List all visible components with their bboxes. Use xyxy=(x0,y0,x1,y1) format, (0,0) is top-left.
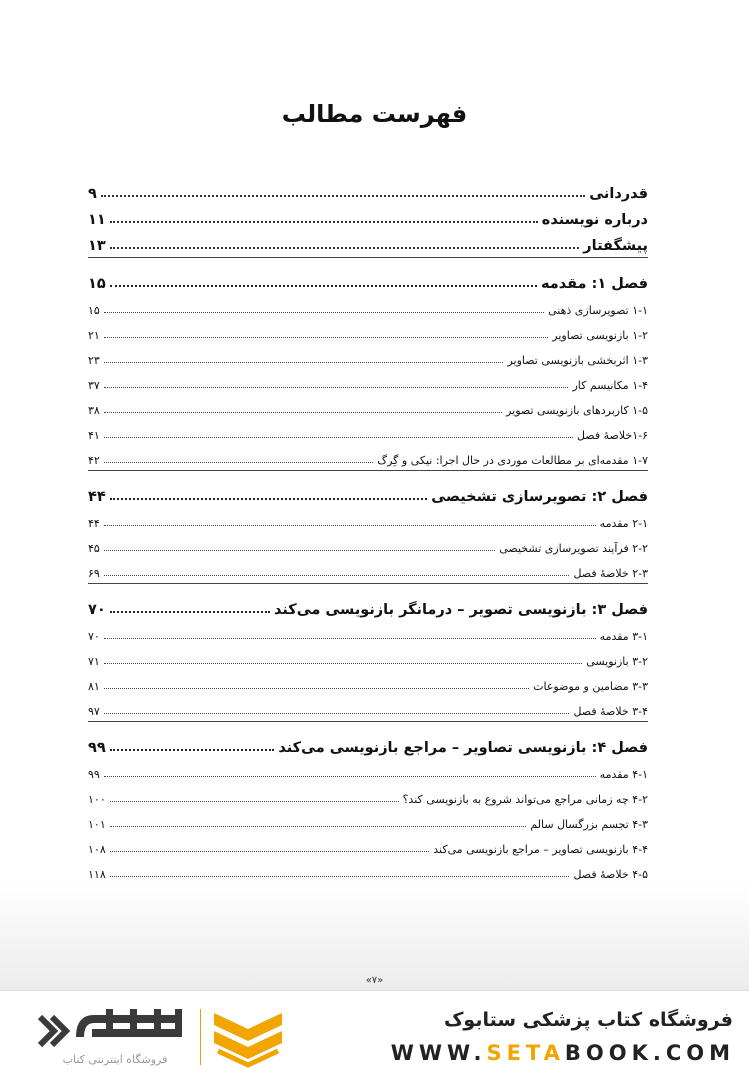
section-title: ۴-۴ بازنویسی تصاویر – مراجع بازنویسی می‌کند xyxy=(433,843,648,856)
toc-front-entry[interactable] xyxy=(88,202,648,228)
section-title: ۱-۵ کاربردهای بازنویسی تصویر xyxy=(506,404,648,417)
section-page: ۴۱ xyxy=(88,429,100,442)
table-of-contents xyxy=(88,176,648,881)
section-page: ۱۰۸ xyxy=(88,843,106,856)
dot-leader xyxy=(104,412,502,413)
store-name: فروشگاه کتاب پزشکی ستابوک xyxy=(443,1009,733,1031)
section-title: ۱-۱ تصویرسازی ذهنی xyxy=(548,304,648,317)
section-page: ۶۹ xyxy=(88,567,100,580)
toc-section-entry[interactable] xyxy=(88,618,648,643)
dot-leader xyxy=(104,337,548,338)
section-page: ۷۰ xyxy=(88,630,100,643)
chapter-page: ۴۴ xyxy=(88,489,106,505)
dot-leader xyxy=(104,575,570,576)
toc-chapter-entry[interactable] xyxy=(88,475,648,505)
section-page: ۹۹ xyxy=(88,768,100,781)
section-page: ۲۱ xyxy=(88,329,100,342)
toc-entry-page: ۱۱ xyxy=(88,212,106,228)
section-page: ۱۱۸ xyxy=(88,868,106,881)
section-page: ۹۷ xyxy=(88,705,100,718)
dot-leader xyxy=(110,221,538,223)
logo-subtitle: فروشگاه اینترنتی کتاب xyxy=(62,1053,168,1066)
chapter-title: فصل ۲: تصویرسازی تشخیصی xyxy=(431,489,648,505)
page-number: «۷» xyxy=(365,975,384,986)
dot-leader xyxy=(104,638,596,639)
dot-leader xyxy=(110,498,428,500)
store-banner[interactable] xyxy=(0,990,749,1080)
toc-entry-title: درباره نویسنده xyxy=(541,212,648,228)
section-title: ۴-۲ چه زمانی مراجع می‌تواند شروع به بازنویسی کند؟ xyxy=(402,793,648,806)
setabook-logo-wordmark xyxy=(32,1003,192,1053)
section-title: ۲-۳ خلاصهٔ فصل xyxy=(573,567,648,580)
url-suffix: BOOK.COM xyxy=(564,1041,735,1065)
dot-leader xyxy=(104,663,582,664)
section-page: ۴۲ xyxy=(88,454,100,467)
toc-section-entry[interactable] xyxy=(88,756,648,781)
chapter-title: فصل ۴: بازنویسی تصاویر – مراجع بازنویسی می‌کند xyxy=(278,740,648,756)
dot-leader xyxy=(110,876,570,877)
chapter-page: ۹۹ xyxy=(88,740,106,756)
toc-section-entry[interactable] xyxy=(88,530,648,555)
toc-chapter-entry[interactable] xyxy=(88,588,648,618)
chapter-page: ۷۰ xyxy=(88,602,106,618)
toc-chapter-entry[interactable] xyxy=(88,262,648,292)
dot-leader xyxy=(104,550,495,551)
chapter-title: فصل ۱: مقدمه xyxy=(540,276,648,292)
toc-entry-page: ۹ xyxy=(88,186,97,202)
section-title: ۴-۱ مقدمه xyxy=(599,768,648,781)
dot-leader xyxy=(110,247,580,249)
section-title: ۳-۲ بازنویسی xyxy=(586,655,648,668)
store-url[interactable] xyxy=(391,1041,735,1065)
toc-section-entry[interactable] xyxy=(88,442,648,467)
toc-section-entry[interactable] xyxy=(88,781,648,806)
dot-leader xyxy=(110,851,430,852)
section-page: ۲۳ xyxy=(88,354,100,367)
toc-section-entry[interactable] xyxy=(88,317,648,342)
section-page: ۴۵ xyxy=(88,542,100,555)
section-title: ۱-۶خلاصهٔ فصل xyxy=(576,429,648,442)
url-highlight: SETA xyxy=(486,1041,565,1065)
toc-section-entry[interactable] xyxy=(88,668,648,693)
dot-leader xyxy=(110,285,537,287)
divider xyxy=(88,583,648,584)
dot-leader xyxy=(110,826,527,827)
dot-leader xyxy=(104,437,573,438)
toc-front-entry[interactable] xyxy=(88,176,648,202)
section-title: ۴-۳ تجسم بزرگسال سالم xyxy=(530,818,648,831)
dot-leader xyxy=(101,195,585,197)
toc-section-entry[interactable] xyxy=(88,856,648,881)
section-title: ۲-۱ مقدمه xyxy=(599,517,648,530)
section-page: ۱۰۱ xyxy=(88,818,106,831)
divider xyxy=(200,1009,201,1065)
section-page: ۳۸ xyxy=(88,404,100,417)
dot-leader xyxy=(104,776,596,777)
toc-section-entry[interactable] xyxy=(88,555,648,580)
dot-leader xyxy=(110,611,270,613)
divider xyxy=(88,721,648,722)
dot-leader xyxy=(104,688,529,689)
section-page: ۴۴ xyxy=(88,517,100,530)
toc-entry-page: ۱۳ xyxy=(88,238,106,254)
section-page: ۱۰۰ xyxy=(88,793,106,806)
toc-section-entry[interactable] xyxy=(88,392,648,417)
dot-leader xyxy=(104,387,569,388)
toc-section-entry[interactable] xyxy=(88,505,648,530)
toc-chapter-entry[interactable] xyxy=(88,726,648,756)
dot-leader xyxy=(110,749,275,751)
section-title: ۱-۴ مکانیسم کار xyxy=(572,379,648,392)
toc-section-entry[interactable] xyxy=(88,417,648,442)
divider xyxy=(88,257,648,258)
section-title: ۳-۱ مقدمه xyxy=(599,630,648,643)
toc-section-entry[interactable] xyxy=(88,831,648,856)
page-title: فهرست مطالب xyxy=(281,100,468,128)
dot-leader xyxy=(104,713,570,714)
section-page: ۷۱ xyxy=(88,655,100,668)
toc-section-entry[interactable] xyxy=(88,342,648,367)
dot-leader xyxy=(104,362,504,363)
toc-entry-title: قدردانی xyxy=(589,186,648,202)
section-title: ۴-۵ خلاصهٔ فصل xyxy=(573,868,648,881)
section-title: ۱-۷ مقدمه‌ای بر مطالعات موردی در حال اجرا: نیکی و گِرگ xyxy=(377,454,648,467)
toc-front-entry[interactable] xyxy=(88,228,648,254)
url-prefix: WWW. xyxy=(390,1041,487,1065)
toc-section-entry[interactable] xyxy=(88,643,648,668)
section-title: ۳-۴ خلاصهٔ فصل xyxy=(573,705,648,718)
toc-section-entry[interactable] xyxy=(88,693,648,718)
dot-leader xyxy=(104,462,373,463)
toc-entry-title: پیشگفتار xyxy=(583,238,648,254)
section-page: ۳۷ xyxy=(88,379,100,392)
chapter-page: ۱۵ xyxy=(88,276,106,292)
dot-leader xyxy=(104,525,596,526)
dot-leader xyxy=(104,312,544,313)
section-title: ۳-۳ مضامین و موضوعات xyxy=(533,680,648,693)
toc-section-entry[interactable] xyxy=(88,367,648,392)
chapter-title: فصل ۳: بازنویسی تصویر – درمانگر بازنویسی می‌کند xyxy=(273,602,648,618)
section-title: ۱-۳ اثربخشی بازنویسی تصاویر xyxy=(507,354,648,367)
toc-section-entry[interactable] xyxy=(88,806,648,831)
dot-leader xyxy=(110,801,399,802)
divider xyxy=(88,470,648,471)
toc-section-entry[interactable] xyxy=(88,292,648,317)
section-page: ۱۵ xyxy=(88,304,100,317)
book-logo-icon xyxy=(208,1007,288,1069)
section-title: ۲-۲ فرآیند تصویرسازی تشخیصی xyxy=(499,542,648,555)
section-title: ۱-۲ بازنویسی تصاویر xyxy=(552,329,648,342)
section-page: ۸۱ xyxy=(88,680,100,693)
